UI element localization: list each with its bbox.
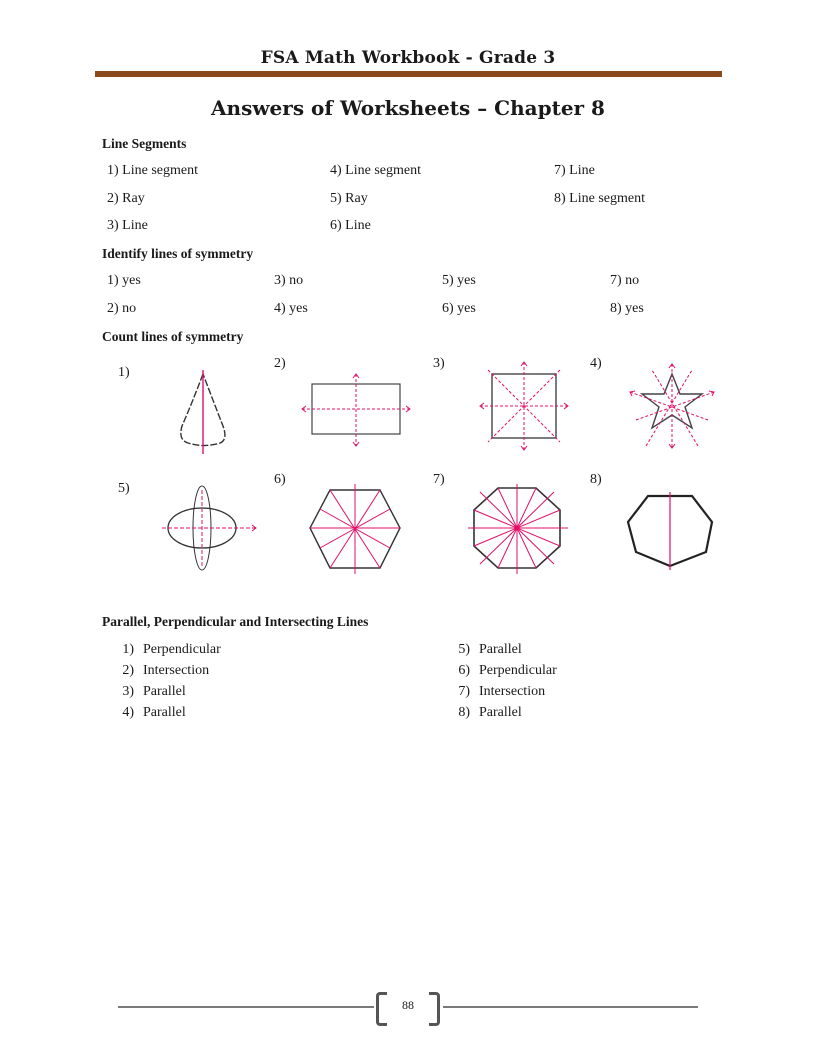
line-segment-answer-4: 4) Line segment [330, 163, 421, 178]
parallel-number-6: 6) [458, 663, 470, 678]
parallel-answer-3: Parallel [143, 684, 186, 699]
line-segment-answer-7: 7) Line [554, 163, 595, 178]
figure-2-rectangle [300, 370, 416, 456]
figure-7-octagon [468, 484, 568, 574]
line-segment-answer-1: 1) Line segment [107, 163, 198, 178]
symmetry-answer-7: 7) no [610, 273, 640, 288]
line-segment-answer-6: 6) Line [330, 218, 371, 233]
parallel-answer-7: Intersection [479, 684, 546, 699]
figure-1-teardrop [170, 368, 240, 458]
parallel-number-8: 8) [458, 705, 470, 720]
symmetry-answer-6: 6) yes [442, 301, 476, 316]
line-segment-answer-2: 2) Ray [107, 191, 145, 206]
figure-label-3: 3) [433, 356, 445, 371]
symmetry-answer-3: 3) no [274, 273, 304, 288]
parallel-number-5: 5) [458, 642, 470, 657]
figure-label-8: 8) [590, 472, 602, 487]
page-number: 88 [402, 998, 414, 1012]
parallel-answer-5: Parallel [479, 642, 522, 657]
figure-5-ellipse [160, 484, 260, 574]
symmetry-answer-4: 4) yes [274, 301, 308, 316]
parallel-answer-6: Perpendicular [479, 663, 557, 678]
symmetry-answer-2: 2) no [107, 301, 137, 316]
figure-label-4: 4) [590, 356, 602, 371]
symmetry-answer-8: 8) yes [610, 301, 644, 316]
symmetry-answer-1: 1) yes [107, 273, 141, 288]
line-segment-answer-3: 3) Line [107, 218, 148, 233]
figure-label-7: 7) [433, 472, 445, 487]
figure-label-5: 5) [118, 481, 130, 496]
header-title: FSA Math Workbook - Grade 3 [260, 48, 556, 68]
line-segment-answer-5: 5) Ray [330, 191, 368, 206]
section-title-identify-symmetry: Identify lines of symmetry [102, 246, 254, 261]
parallel-number-4: 4) [122, 705, 134, 720]
parallel-number-1: 1) [122, 642, 134, 657]
parallel-number-2: 2) [122, 663, 134, 678]
symmetry-answer-5: 5) yes [442, 273, 476, 288]
line-segment-answer-8: 8) Line segment [554, 191, 645, 206]
parallel-answer-2: Intersection [143, 663, 210, 678]
section-title-line-segments: Line Segments [102, 136, 187, 151]
footer-bracket-left [376, 992, 387, 1026]
footer-bracket-right [429, 992, 440, 1026]
section-title-parallel: Parallel, Perpendicular and Intersecting Lines [102, 614, 369, 629]
figure-label-2: 2) [274, 356, 286, 371]
figure-8-heptagon [622, 488, 720, 574]
parallel-number-3: 3) [122, 684, 134, 699]
figure-3-square [478, 360, 570, 452]
parallel-number-7: 7) [458, 684, 470, 699]
parallel-answer-8: Parallel [479, 705, 522, 720]
header-rule [95, 71, 722, 77]
figure-label-1: 1) [118, 365, 130, 380]
parallel-answer-4: Parallel [143, 705, 186, 720]
footer-rule-left [118, 1006, 374, 1008]
figure-4-star [624, 362, 720, 456]
parallel-answer-1: Perpendicular [143, 642, 221, 657]
footer-rule-right [443, 1006, 698, 1008]
figure-label-6: 6) [274, 472, 286, 487]
section-title-count-symmetry: Count lines of symmetry [102, 329, 244, 344]
page-title: Answers of Worksheets – Chapter 8 [211, 96, 605, 120]
figure-6-hexagon [308, 484, 402, 574]
